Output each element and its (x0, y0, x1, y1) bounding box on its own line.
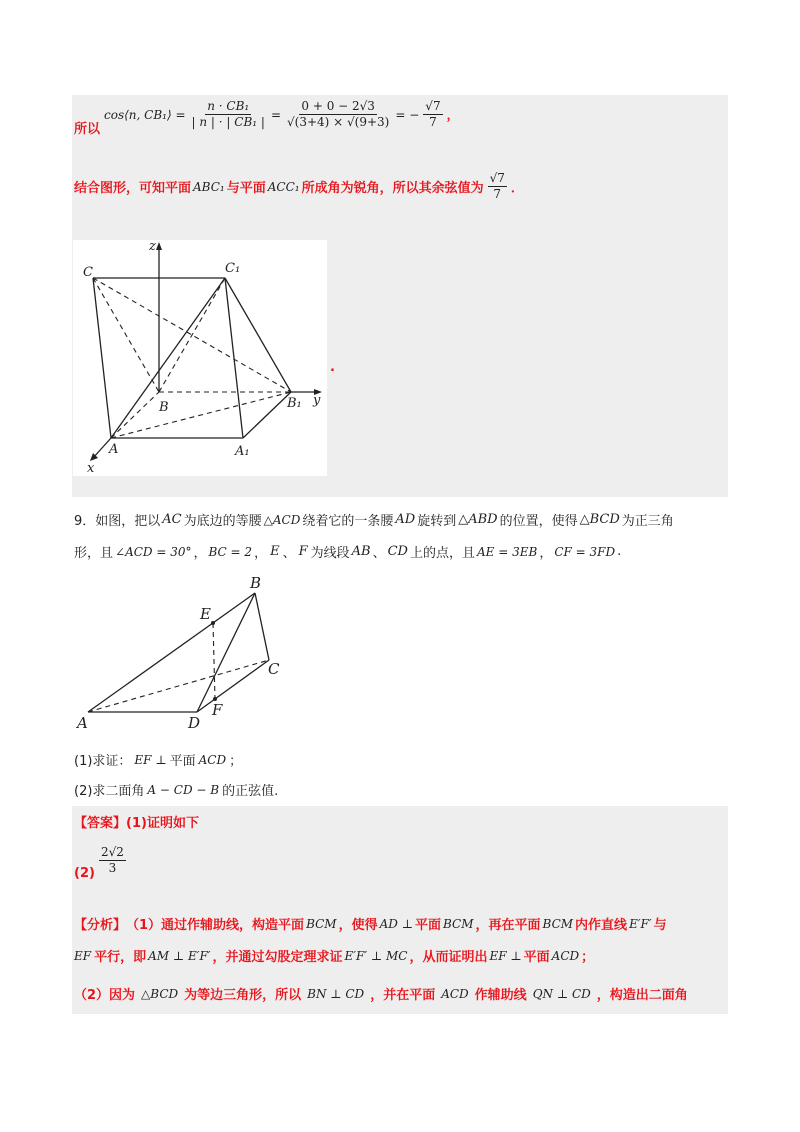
edge-a1-b1 (243, 392, 291, 438)
cos-frac1: $\frac{\text{n · CB₁}}{\text{| n | · | CB₁ |}}$ (191, 99, 265, 130)
conclusion-line: 结合图形，可知平面 ABC₁ 与平面 ACC₁ 所成角为锐角，所以其余弦值为 $\frac{√7}{7}$ ． (74, 171, 524, 202)
cos-lhs: cos⟨n, CB₁⟩ = (104, 107, 186, 122)
answer-line2: (2) $\frac{2√2}{3}$ (74, 844, 124, 881)
label-e: E (200, 605, 211, 623)
label-a: A (109, 442, 119, 457)
label-b: B (159, 400, 169, 415)
figure-tetrahedron (72, 572, 302, 732)
question-2: (2)求二面角 A − CD − B 的正弦值. (74, 782, 279, 799)
label-a1: A₁ (235, 444, 250, 459)
label-c1: C₁ (225, 261, 241, 276)
line-so: 所以 (74, 122, 101, 137)
edge-c-a (93, 278, 111, 438)
edge-d-c (197, 660, 269, 712)
label-x: x (87, 461, 95, 476)
dash-a-b1 (111, 392, 291, 438)
label-c: C (83, 265, 93, 280)
analysis-line2: EF 平行，即 AM ⊥ E′F′ ，并通过勾股定理求证 E′F′ ⊥ MC ，从而证明出 EF ⊥ 平面 ACD ； (74, 948, 595, 965)
dash-b-c1 (159, 278, 225, 392)
point-e (211, 621, 215, 625)
problem9-line2: 形，且 ∠ACD = 30° ， BC = 2 ， E 、 F 为线段 AB 、 CD 上的点，且 AE = 3EB ， CF = 3FD . (74, 544, 622, 561)
answer-line1: 【答案】(1)证明如下 (74, 816, 199, 831)
dash-a-b (111, 392, 159, 438)
dash-c-b (93, 278, 159, 392)
analysis-line1: 【分析】 （1）通过作辅助线，构造平面 BCM ，使得 AD ⊥ 平面 BCM ，再在平面 BCM 内作直线 E′F′ 与 (74, 914, 667, 933)
label-f: F (212, 701, 223, 719)
cos-frac2: $\frac{0 + 0 - 2√3}{√(3+4) \times √(9+3)}$ (287, 99, 390, 130)
cos-formula: cos⟨n, CB₁⟩ = $\frac{\text{n · CB₁}}{\text{| n | · | CB₁ |}}$ = $\frac{0 + 0 - 2√3}{√(3+4) \times √(9+3)}$ = − $\frac{√7}{7}$ ， (104, 99, 459, 130)
figure-trailing-dot: . (330, 360, 335, 375)
z-arrow (156, 242, 162, 250)
analysis-label: 【分析】 (74, 918, 127, 933)
figure-prism-coordinates (73, 240, 327, 476)
edge-a-b (88, 593, 255, 712)
label-c: C (268, 660, 280, 678)
cos-frac3: $\frac{√7}{7}$ (425, 99, 441, 130)
label-y: y (313, 393, 321, 408)
dash-a-c (88, 660, 269, 712)
question-1: (1)求证： EF ⊥ 平面 ACD ； (74, 752, 243, 769)
answer-analysis-block (72, 806, 728, 1014)
cos-value-frac: $\frac{√7}{7}$ (489, 171, 505, 202)
label-b1: B₁ (287, 396, 302, 411)
edge-b-c (255, 593, 269, 660)
label-d: D (188, 714, 201, 732)
problem9-line1: 9． 如图，把以 AC 为底边的等腰 △ACD 绕着它的一条腰 AD 旋转到 △ABD 的位置，使得 △BCD 为正三角 (74, 512, 674, 529)
answer-2-frac: $\frac{2√2}{3}$ (100, 844, 124, 875)
label-z: z (149, 240, 156, 254)
label-b: B (250, 574, 262, 592)
label-a: A (77, 714, 88, 732)
edge-c1-b1 (225, 278, 291, 392)
answer-label: 【答案】 (74, 816, 127, 831)
analysis-line3: （2）因为 △BCD 为等边三角形，所以 BN ⊥ CD ，并在平面 ACD 作辅助线 QN ⊥ CD ，构造出二面角 (74, 986, 688, 1003)
dash-e-f (213, 623, 215, 699)
edge-c1-a1 (225, 278, 243, 438)
